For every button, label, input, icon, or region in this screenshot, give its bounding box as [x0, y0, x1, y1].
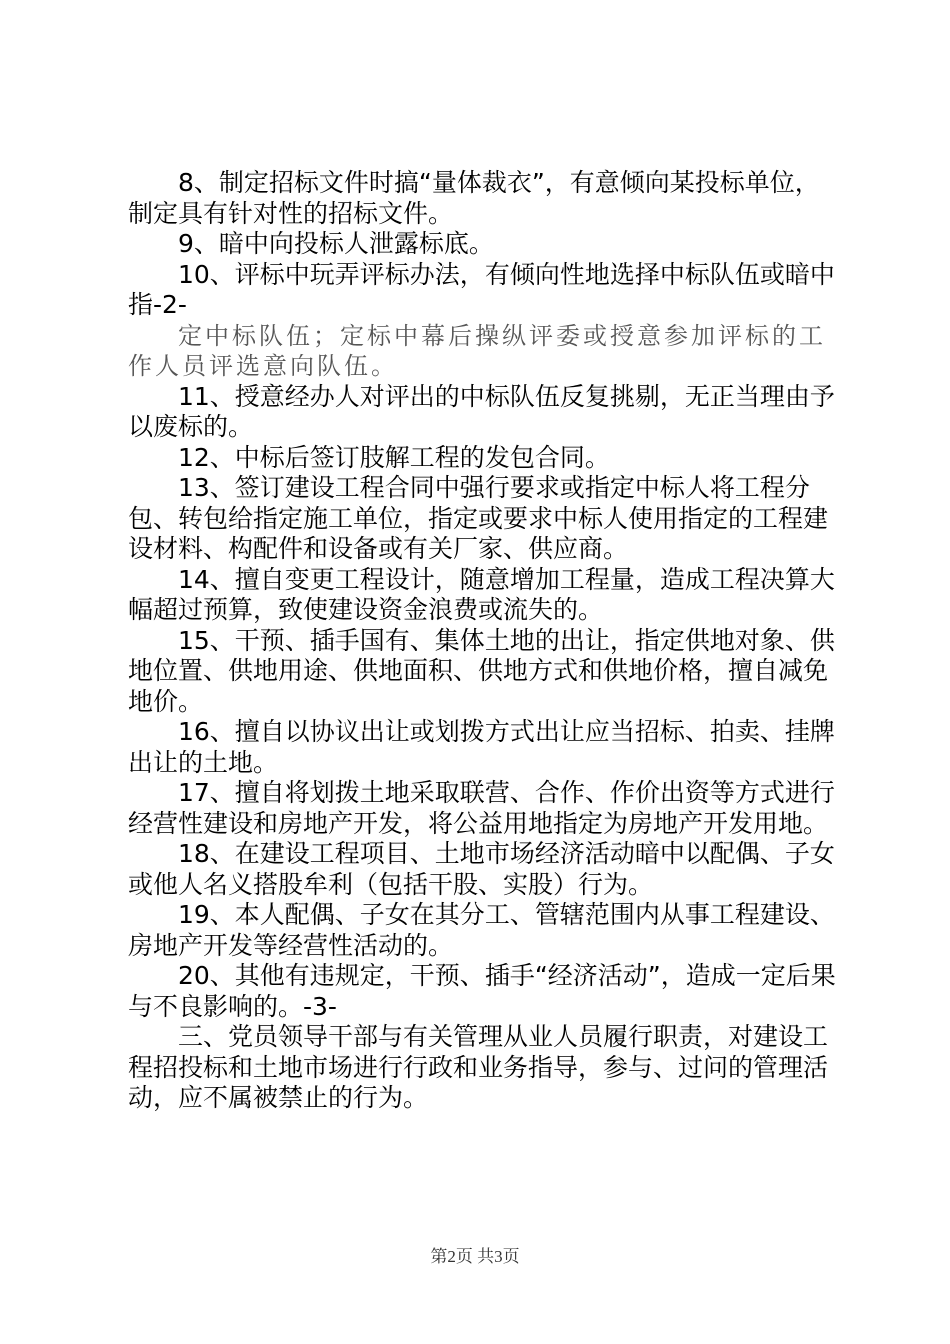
- paragraph-item-10: 10、评标中玩弄评标办法，有倾向性地选择中标队伍或暗中指-2-: [128, 259, 835, 319]
- document-body: [128, 168, 844, 1114]
- paragraph-item-10-continued: 定中标队伍；定标中幕后操纵评委或授意参加评标的工作人员评选意向队伍。: [128, 321, 826, 380]
- paragraph-item-13: 13、签订建设工程合同中强行要求或指定中标人将工程分包、转包给指定施工单位，指定或要求中标人使用指定的工程建设材料、构配件和设备或有关厂家、供应商。: [128, 473, 829, 563]
- paragraph-item-18: 18、在建设工程项目、土地市场经济活动暗中以配偶、子女或他人名义搭股牟利（包括干股、实股）行为。: [128, 839, 835, 899]
- paragraph-item-14: 14、擅自变更工程设计，随意增加工程量，造成工程决算大幅超过预算，致使建设资金浪费或流失的。: [128, 564, 835, 624]
- paragraph-item-11: 11、授意经办人对评出的中标队伍反复挑剔，无正当理由予以废标的。: [128, 381, 835, 441]
- paragraph-item-17: 17、擅自将划拨土地采取联营、合作、作价出资等方式进行经营性建设和房地产开发，将公益用地指定为房地产开发用地。: [128, 778, 835, 838]
- page-footer: 第2页 共3页: [430, 1247, 520, 1266]
- paragraph-item-20: 20、其他有违规定，干预、插手“经济活动”，造成一定后果与不良影响的。-3-: [128, 961, 836, 1021]
- paragraph-item-16: 16、擅自以协议出让或划拨方式出让应当招标、拍卖、挂牌出让的土地。: [128, 717, 835, 777]
- paragraph-section-3: 三、党员领导干部与有关管理从业人员履行职责，对建设工程招投标和土地市场进行行政和业务指导，参与、过问的管理活动，应不属被禁止的行为。: [128, 1022, 829, 1112]
- paragraph-item-15: 15、干预、插手国有、集体土地的出让，指定供地对象、供地位置、供地用途、供地面积、供地方式和供地价格，擅自减免地价。: [128, 625, 835, 716]
- paragraph-item-19: 19、本人配偶、子女在其分工、管辖范围内从事工程建设、房地产开发等经营性活动的。: [128, 900, 835, 960]
- paragraph-item-8: 8、制定招标文件时搞“量体裁衣”，有意倾向某投标单位，制定具有针对性的招标文件。: [128, 168, 820, 228]
- paragraph-item-9: 9、暗中向投标人泄露标底。: [178, 229, 494, 258]
- paragraph-item-12: 12、中标后签订肢解工程的发包合同。: [178, 442, 610, 472]
